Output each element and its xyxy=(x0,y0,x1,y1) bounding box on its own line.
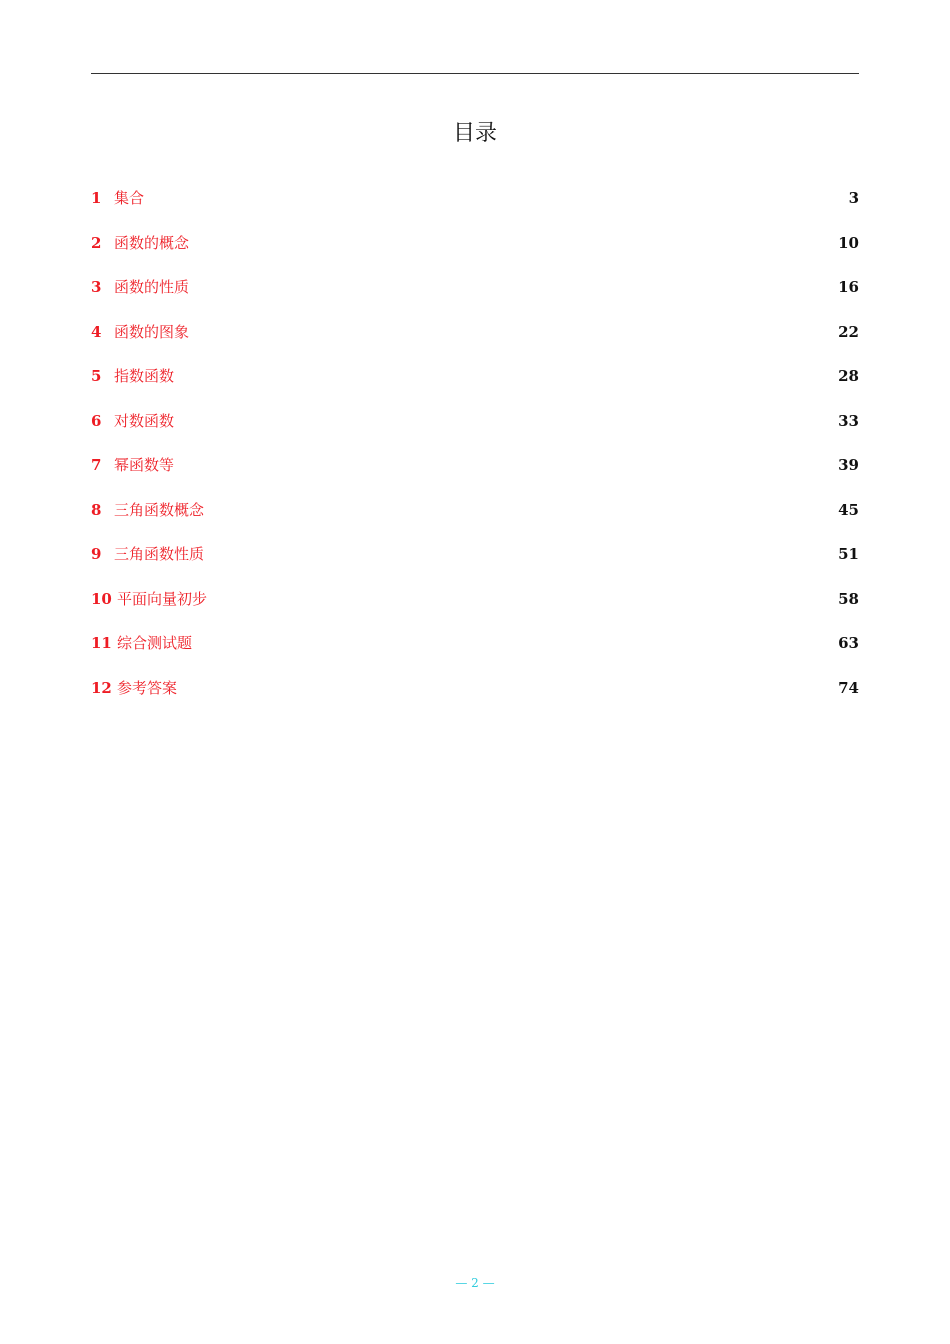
toc-link[interactable] xyxy=(91,229,189,257)
toc-entry-12[interactable] xyxy=(91,674,859,719)
toc-chapter-title: 集合 xyxy=(114,189,145,207)
toc-chapter-title: 函数的概念 xyxy=(114,233,190,252)
toc-entry-3[interactable] xyxy=(91,273,859,318)
toc-chapter-number: 5 xyxy=(91,367,102,385)
toc-chapter-number: 9 xyxy=(91,545,102,563)
toc-chapter-title: 函数的性质 xyxy=(114,278,190,296)
toc-link[interactable] xyxy=(91,629,192,657)
toc-entry-9[interactable] xyxy=(91,540,859,585)
toc-entry-6[interactable] xyxy=(91,407,859,452)
toc-link[interactable] xyxy=(91,362,174,390)
toc-chapter-number: 8 xyxy=(91,500,102,519)
toc-chapter-number: 2 xyxy=(91,233,102,252)
toc-chapter-number: 12 xyxy=(91,678,112,697)
toc-chapter-title: 指数函数 xyxy=(114,367,175,385)
toc-entry-1[interactable] xyxy=(91,184,859,229)
toc-page-number: 39 xyxy=(838,456,859,474)
toc-page-number: 33 xyxy=(838,411,859,430)
toc-link[interactable] xyxy=(91,496,204,524)
toc-chapter-number: 10 xyxy=(91,589,112,608)
toc-page-number: 28 xyxy=(838,367,859,385)
toc-chapter-title: 平面向量初步 xyxy=(117,589,208,608)
toc-entry-10[interactable] xyxy=(91,585,859,630)
toc-title: 目录 xyxy=(452,121,497,146)
toc-link[interactable] xyxy=(91,451,174,479)
toc-chapter-number: 3 xyxy=(91,278,102,296)
toc-link[interactable] xyxy=(91,407,174,435)
page-footer-number: — 2 — xyxy=(455,1276,495,1290)
toc-page-number: 63 xyxy=(838,634,859,652)
toc-chapter-title: 对数函数 xyxy=(114,411,175,430)
toc-entry-5[interactable] xyxy=(91,362,859,407)
toc-chapter-title: 综合测试题 xyxy=(117,634,193,652)
toc-chapter-number: 1 xyxy=(91,189,102,207)
toc-entry-11[interactable] xyxy=(91,629,859,674)
toc-chapter-number: 6 xyxy=(91,411,102,430)
toc-page-number: 58 xyxy=(838,589,859,608)
toc-link[interactable] xyxy=(91,318,189,346)
toc-page-number: 16 xyxy=(838,278,859,296)
toc-page-number: 51 xyxy=(838,545,859,563)
toc-chapter-title: 三角函数概念 xyxy=(114,500,205,519)
toc-chapter-number: 7 xyxy=(91,456,102,474)
table-of-contents xyxy=(91,184,859,718)
toc-link[interactable] xyxy=(91,585,207,613)
toc-page-number: 3 xyxy=(848,189,859,207)
toc-link[interactable] xyxy=(91,674,177,702)
toc-chapter-title: 参考答案 xyxy=(117,678,178,697)
toc-link[interactable] xyxy=(91,184,144,212)
toc-page-number: 10 xyxy=(838,233,859,252)
toc-chapter-title: 三角函数性质 xyxy=(114,545,205,563)
toc-entry-2[interactable] xyxy=(91,229,859,274)
toc-chapter-title: 函数的图象 xyxy=(114,322,190,341)
toc-entry-7[interactable] xyxy=(91,451,859,496)
toc-chapter-number: 4 xyxy=(91,322,102,341)
toc-chapter-title: 幂函数等 xyxy=(114,456,175,474)
toc-page-number: 74 xyxy=(838,678,859,697)
toc-chapter-number: 11 xyxy=(91,634,112,652)
toc-page-number: 45 xyxy=(838,500,859,519)
header-rule xyxy=(91,73,859,74)
toc-entry-4[interactable] xyxy=(91,318,859,363)
toc-link[interactable] xyxy=(91,540,204,568)
toc-link[interactable] xyxy=(91,273,189,301)
toc-page-number: 22 xyxy=(838,322,859,341)
toc-entry-8[interactable] xyxy=(91,496,859,541)
